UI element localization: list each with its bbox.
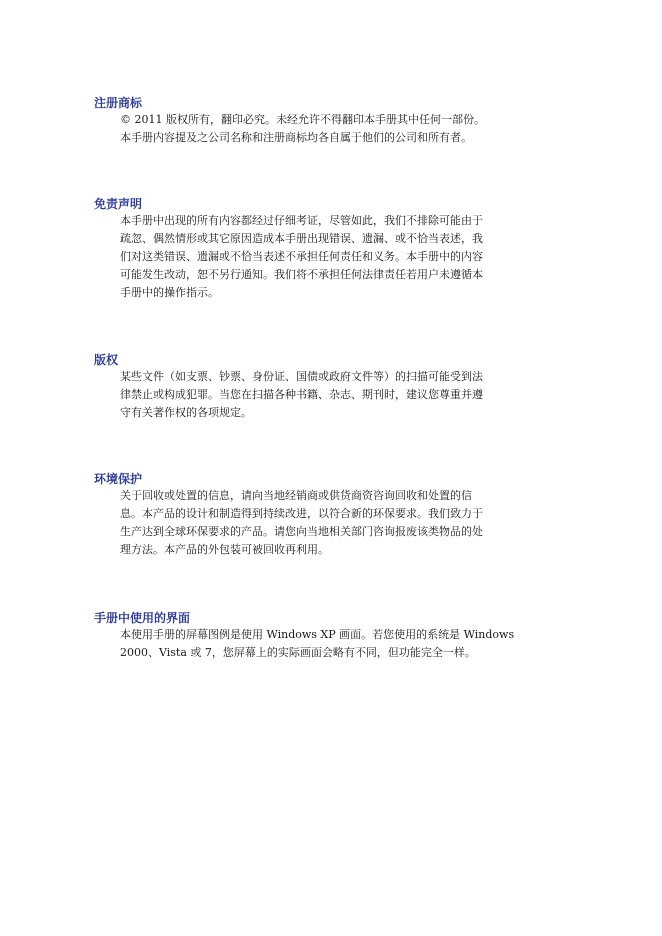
section-heading: 免责声明 (94, 197, 143, 211)
section-heading: 手册中使用的界面 (94, 611, 191, 625)
section-environment (94, 471, 570, 559)
section-heading: 环境保护 (94, 472, 143, 486)
body-line: 2000、Vista 或 7，您屏幕上的实际画面会略有不同，但功能完全一样。 (120, 646, 476, 659)
body-line: 本手册中出现的所有内容都经过仔细考证，尽管如此，我们不排除可能由于 (120, 214, 483, 227)
body-line: 理方法。本产品的外包装可被回收再利用。 (120, 543, 329, 556)
body-line: 守有关著作权的各项规定。 (120, 406, 252, 419)
body-line: 可能发生改动，恕不另行通知。我们将不承担任何法律责任若用户未遵循本 (120, 268, 483, 281)
section-ui-screens (94, 610, 570, 662)
body-line: 息。本产品的设计和制造得到持续改进，以符合新的环保要求。我们致力于 (120, 507, 483, 520)
section-body (120, 368, 570, 422)
body-line: 律禁止或构成犯罪。当您在扫描各种书籍、杂志、期刊时，建议您尊重并遵 (120, 388, 483, 401)
body-line: 本使用手册的屏幕图例是使用 Windows XP 画面。若您使用的系统是 Windows (120, 628, 515, 641)
section-copyright (94, 352, 570, 422)
section-trademark (94, 95, 570, 147)
body-line: 关于回收或处置的信息，请向当地经销商或供货商资咨询回收和处置的信 (120, 489, 472, 502)
body-line: 生产达到全球环保要求的产品。请您向当地相关部门咨询报废该类物品的处 (120, 525, 483, 538)
section-disclaimer (94, 196, 570, 302)
body-line: 疏忽、偶然情形或其它原因造成本手册出现错误、遗漏、或不恰当表述，我 (120, 232, 483, 245)
body-line: 们对这类错误、遗漏或不恰当表述不承担任何责任和义务。本手册中的内容 (120, 250, 483, 263)
section-body (120, 212, 570, 302)
body-line: © 2011 版权所有，翻印必究。未经允许不得翻印本手册其中任何一部份。 (120, 113, 485, 126)
body-line: 本手册内容提及之公司名称和注册商标均各自属于他们的公司和所有者。 (120, 131, 472, 144)
section-heading: 版权 (94, 353, 119, 367)
section-body (120, 111, 570, 147)
body-line: 某些文件（如支票、钞票、身份证、国债或政府文件等）的扫描可能受到法 (120, 370, 483, 383)
section-body (120, 626, 570, 662)
body-line: 手册中的操作指示。 (120, 286, 219, 299)
section-heading: 注册商标 (94, 96, 143, 110)
section-body (120, 487, 570, 559)
